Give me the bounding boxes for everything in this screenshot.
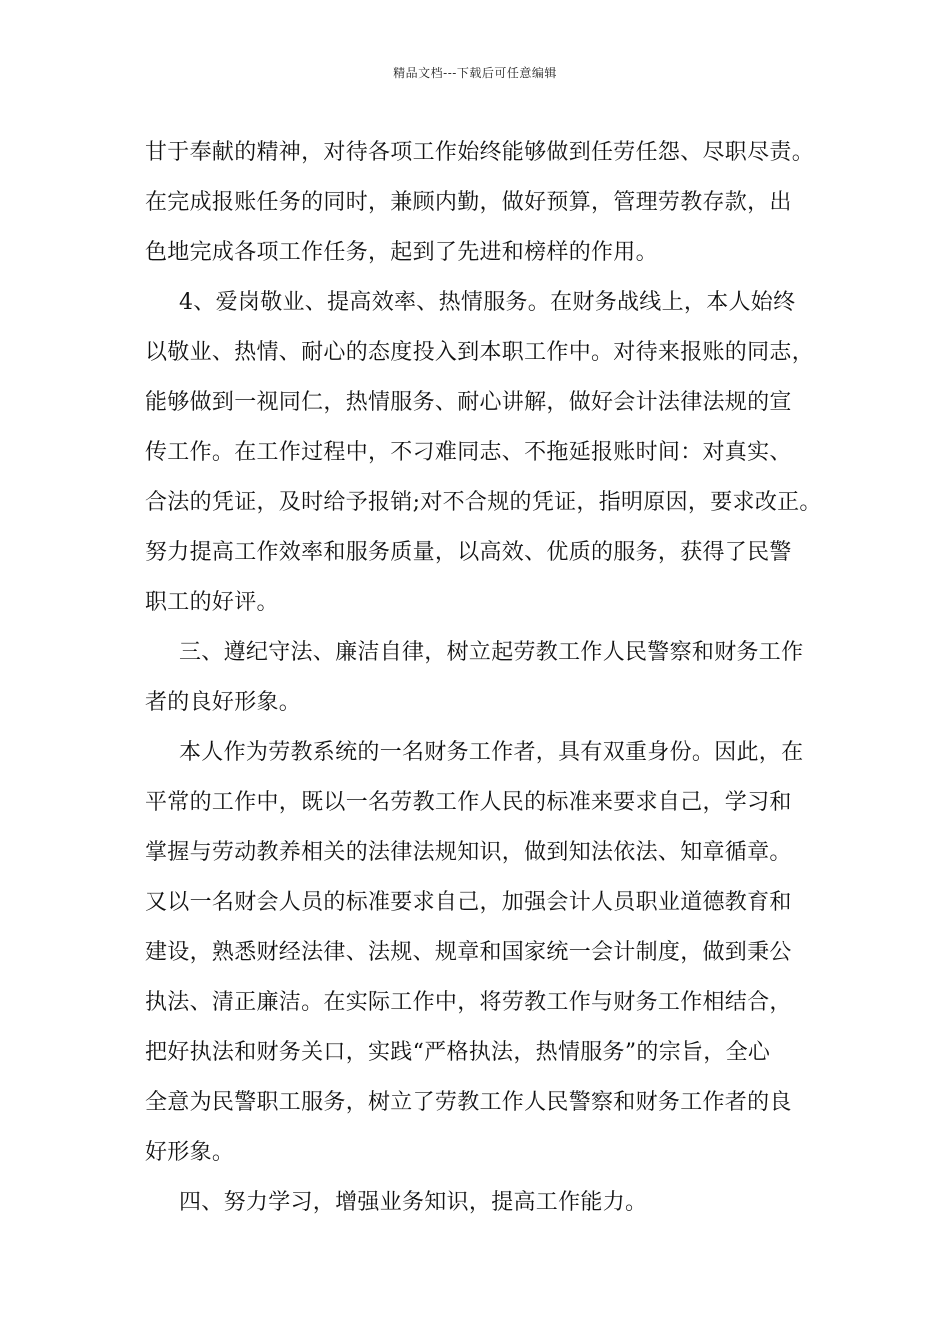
text-line: 在完成报账任务的同时，兼顾内勤，做好预算，管理劳教存款，出	[145, 190, 792, 215]
text-line: 甘于奉献的精神，对待各项工作始终能够做到任劳任怨、尽职尽责。	[145, 140, 815, 165]
text-line: 能够做到一视同仁，热情服务、耐心讲解，做好会计法律法规的宣	[145, 390, 792, 415]
text-line: 者的良好形象。	[145, 690, 302, 715]
text-line: 色地完成各项工作任务，起到了先进和榜样的作用。	[145, 240, 658, 265]
text-line: 把好执法和财务关口，实践“严格执法，热情服务”的宗旨，全心	[145, 1040, 771, 1065]
paragraph-first-line: 本人作为劳教系统的一名财务工作者，具有双重身份。因此，在	[179, 740, 804, 765]
text-line: 全意为民警职工服务，树立了劳教工作人民警察和财务工作者的良	[145, 1090, 792, 1115]
text-line: 努力提高工作效率和服务质量，以高效、优质的服务，获得了民警	[145, 540, 792, 565]
text-line: 合法的凭证，及时给予报销;对不合规的凭证，指明原因，要求改正。	[145, 490, 822, 515]
paragraph-first-line: 4、爱岗敬业、提高效率、热情服务。在财务战线上，本人始终	[179, 290, 796, 315]
section-heading-line: 四、努力学习，增强业务知识，提高工作能力。	[179, 1190, 648, 1215]
text-line: 传工作。在工作过程中，不刁难同志、不拖延报账时间：对真实、	[145, 440, 792, 465]
text-line: 职工的好评。	[145, 590, 279, 615]
text-line: 执法、清正廉洁。在实际工作中，将劳教工作与财务工作相结合，	[145, 990, 792, 1015]
page-header: 精品文档---下载后可任意编辑	[393, 66, 557, 80]
section-heading-line: 三、遵纪守法、廉洁自律，树立起劳教工作人民警察和财务工作	[179, 640, 804, 665]
text-line: 掌握与劳动教养相关的法律法规知识，做到知法依法、知章循章。	[145, 840, 792, 865]
text-line: 以敬业、热情、耐心的态度投入到本职工作中。对待来报账的同志，	[145, 340, 815, 365]
text-line: 建设，熟悉财经法律、法规、规章和国家统一会计制度，做到秉公	[145, 940, 792, 965]
text-line: 平常的工作中，既以一名劳教工作人民的标准来要求自己，学习和	[145, 790, 792, 815]
text-line: 好形象。	[145, 1140, 235, 1165]
document-body	[145, 128, 822, 1228]
text-line: 又以一名财会人员的标准要求自己，加强会计人员职业道德教育和	[145, 890, 792, 915]
